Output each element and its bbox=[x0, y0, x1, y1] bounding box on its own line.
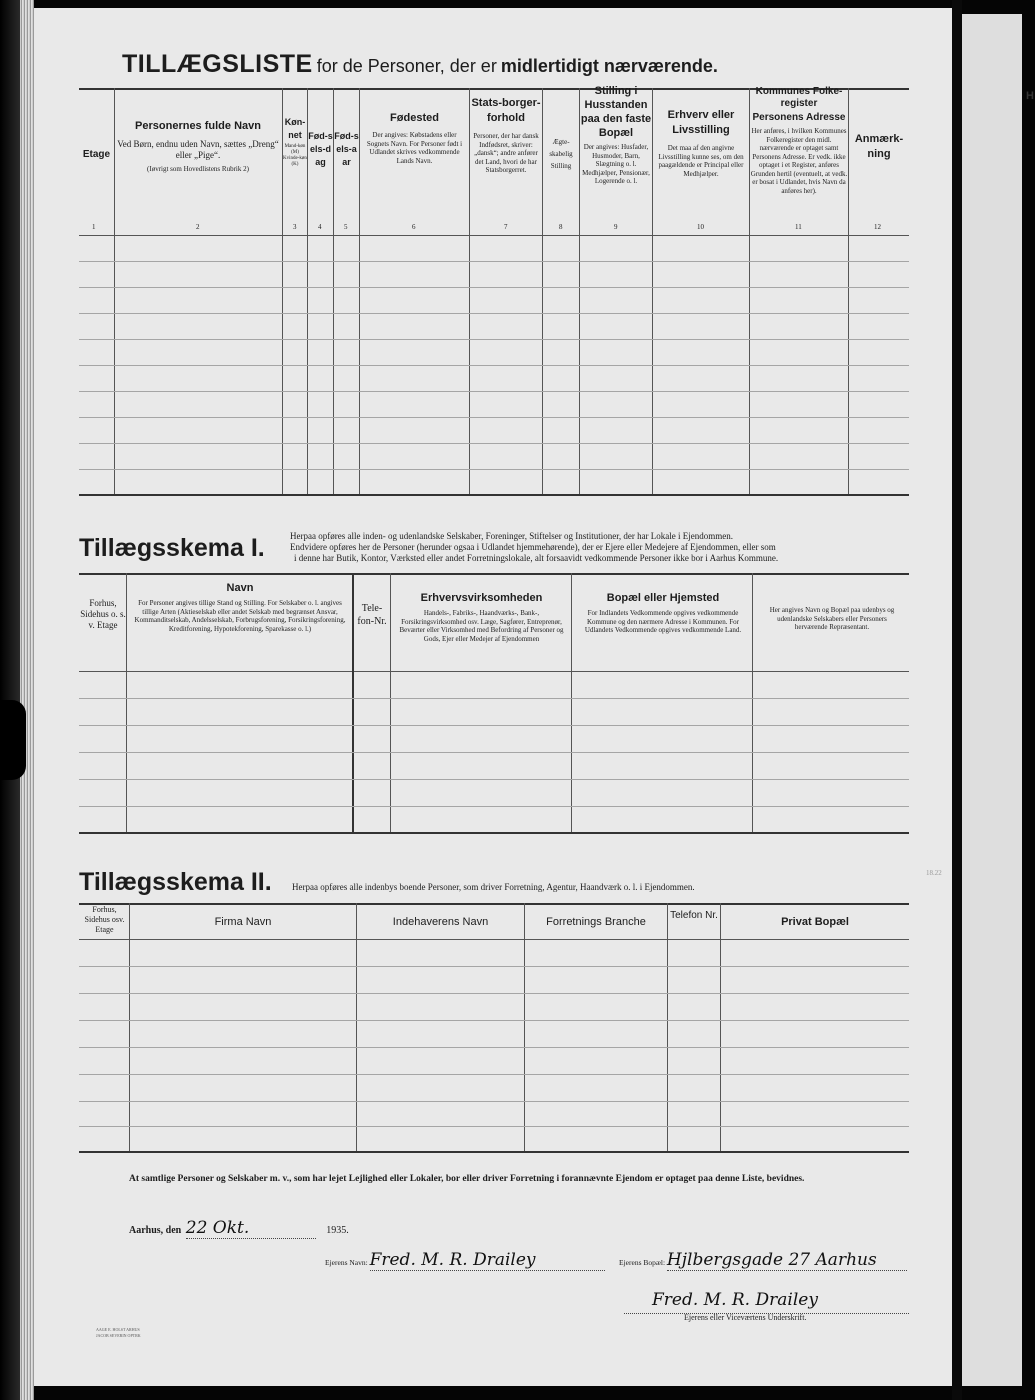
form-page bbox=[34, 8, 952, 1386]
skema1-col-repr bbox=[760, 606, 904, 632]
col-statsborger-header bbox=[471, 96, 541, 175]
skema1-top-rule bbox=[79, 573, 909, 575]
printer-line: JACOB SEVERIN OPTRK bbox=[96, 1333, 141, 1338]
col-divider bbox=[469, 88, 470, 494]
table-row bbox=[79, 287, 909, 288]
col-etage-title: Etage bbox=[82, 149, 111, 160]
skema2-col-forhus: Forhus, Sidehus osv. Etage bbox=[84, 905, 125, 934]
liste-title-bold: midlertidigt nærværende. bbox=[500, 56, 718, 76]
col-divider bbox=[667, 903, 668, 1151]
date-year: 1935. bbox=[326, 1225, 349, 1236]
skema1-desc-line: Herpaa opføres alle inden- og udenlandske Selskaber, Foreninger, Stiftelser og Institutioner, der har Lokale i Ejendommen. bbox=[290, 531, 734, 541]
printer-mark bbox=[96, 1327, 141, 1339]
col-navn-title: Personernes fulde Navn bbox=[135, 120, 261, 132]
col-foedested-sub: Der angives: Købstadens eller Sognets Navn. For Personer født i Udlandet skrives vedkommende Lands Navn. bbox=[366, 131, 463, 165]
col-foedested-title: Fødested bbox=[390, 112, 439, 124]
table-row bbox=[79, 443, 909, 444]
col-stilling-title: Stilling i Husstanden paa den faste Bopæl bbox=[580, 85, 652, 139]
col-divider bbox=[126, 573, 127, 832]
col-anmaerkning-title: Anmærk-ning bbox=[854, 133, 904, 160]
owner-address-handwritten: Hjlbergsgade 27 Aarhus bbox=[667, 1250, 907, 1271]
skema1-title: Tillægsskema I. bbox=[79, 534, 265, 562]
col-number: 7 bbox=[504, 223, 508, 231]
col-anmaerkning-header bbox=[850, 132, 908, 162]
col-koen-sub: Mand-køn (M) Kvinde-køn (K) bbox=[283, 144, 307, 167]
date-line bbox=[129, 1218, 349, 1239]
col-adresse-header bbox=[750, 86, 848, 195]
next-page-mark: H bbox=[1026, 90, 1034, 102]
skema1-col-telefon: Tele-fon-Nr. bbox=[357, 603, 387, 627]
col-foedselsaar-title: Fød-sels-aar bbox=[334, 131, 359, 167]
skema1-col-navn-sub: For Personer angives tillige Stand og Stilling. For Selskaber o. l. angives tillige Arten (Aktieselskab eller andet Selskab med begrænset Ansvar, Kommanditselskab, Andelsselskab, Forbrugsforening, Forsikringsforening, Kreditforening, Hypotekforening, Sparekasse o. l.) bbox=[134, 599, 346, 633]
table-row bbox=[79, 779, 909, 780]
skema1-description bbox=[290, 531, 915, 564]
skema2-col-branche: Forretnings Branche bbox=[546, 916, 646, 928]
col-navn-sub: Ved Børn, endnu uden Navn, sættes „Dreng“ eller „Pige“. bbox=[117, 139, 279, 160]
col-number: 12 bbox=[874, 223, 881, 231]
col-divider bbox=[571, 573, 572, 832]
table-row bbox=[79, 966, 909, 967]
col-adresse-title: Personens Adresse bbox=[752, 112, 846, 123]
table-row bbox=[79, 1126, 909, 1127]
skema2-description: Herpaa opføres alle indenbys boende Personer, som driver Forretning, Agentur, Haandværk o. l. i Ejendommen. bbox=[292, 882, 695, 892]
skema1-col-erhverv-sub: Handels-, Fabriks-, Haandværks-, Bank-, Forsikringsvirksomhed osv. Læge, Sagfører, Entreprenør, Beværter eller Virksomhed med Befordring af Personer og Gods, Ejer eller Medejer af Ejendommen bbox=[399, 609, 564, 643]
liste-title-main: TILLÆGSLISTE bbox=[122, 50, 313, 78]
col-koen-title: Køn-net bbox=[284, 117, 306, 140]
declaration-text: At samtlige Personer og Selskaber m. v., som har lejet Lejlighed eller Lokaler, bor eller driver Forretning i forannævnte Ejendom er optaget paa denne Liste, bevidnes. bbox=[129, 1174, 805, 1184]
col-adresse-sub: Her anføres, i hvilken Kommunes Folkeregister den midl. nærværende er optaget samt Personens Adresse. Er vedk. ikke optaget i et Register, anføres Grunden hertil (eventuelt, at vedk. er bosat i Udlandet, hvis Navn da anføres her). bbox=[750, 127, 848, 195]
table-row bbox=[79, 993, 909, 994]
table-row bbox=[79, 391, 909, 392]
col-erhverv-header bbox=[654, 108, 748, 178]
col-divider bbox=[652, 88, 653, 494]
col-erhverv-sub: Det maa af den angivne Livsstilling kunne ses, om den paagældende er Principal eller Medhjælper. bbox=[658, 144, 744, 178]
table-row bbox=[79, 1074, 909, 1075]
skema1-col-repr-text: Her angives Navn og Bopæl paa udenbys og udenlandske Selskabers eller Personers herværende Repræsentant. bbox=[769, 606, 895, 631]
next-page-edge bbox=[962, 14, 1022, 1386]
col-aegteskab-title: Ægte-skabelig Stilling bbox=[549, 138, 573, 170]
col-number: 8 bbox=[559, 223, 563, 231]
table-row bbox=[79, 806, 909, 807]
col-foedselsdag-header bbox=[308, 130, 333, 169]
owner-name-handwritten: Fred. M. R. Drailey bbox=[370, 1250, 605, 1271]
skema1-header-rule bbox=[79, 671, 909, 672]
signature-label: Ejerens eller Viceværtens Underskrift. bbox=[684, 1313, 807, 1322]
col-etage-header bbox=[79, 148, 114, 161]
date-place-label: Aarhus, den bbox=[129, 1225, 182, 1236]
col-divider bbox=[720, 903, 721, 1151]
liste-title-rest: for de Personer, der er bbox=[316, 56, 497, 76]
skema1-col-bopael-title: Bopæl eller Hjemsted bbox=[606, 592, 720, 604]
skema1-col-bopael-sub: For Indlandets Vedkommende opgives vedkommende Kommune og den nærmere Adresse i Kommunen. For Udlandets Vedkommende opgives vedkommende Land. bbox=[584, 609, 742, 634]
col-divider bbox=[390, 573, 391, 832]
owner-signature: Fred. M. R. Drailey bbox=[652, 1290, 818, 1310]
skema1-col-forhus: Forhus, Sidehus o. s. v. Etage bbox=[80, 598, 126, 630]
liste-title bbox=[122, 50, 718, 79]
col-foedested-header bbox=[362, 112, 467, 165]
col-statsborger-title: Stats-borger-forhold bbox=[471, 97, 541, 124]
col-foedselsdag-title: Fød-sels-dag bbox=[308, 131, 333, 167]
skema2-col-indehaver: Indehaverens Navn bbox=[392, 916, 489, 928]
skema2-col-telefon: Telefon Nr. bbox=[670, 910, 718, 921]
skema1-bottom-rule bbox=[79, 832, 909, 834]
table-row bbox=[79, 1101, 909, 1102]
col-foedselsaar-header bbox=[334, 130, 359, 169]
skema1-col-bopael bbox=[576, 592, 750, 635]
col-number: 6 bbox=[412, 223, 416, 231]
table-row bbox=[79, 1047, 909, 1048]
col-number: 1 bbox=[92, 223, 96, 231]
col-stilling-sub: Der angives: Husfader, Husmoder, Barn, Slægtning o. l. Medhjælper, Pensionær, Logerende o. l. bbox=[582, 143, 650, 185]
liste-bottom-rule bbox=[79, 494, 909, 496]
table-row bbox=[79, 365, 909, 366]
binding-clip bbox=[0, 700, 26, 780]
owner-address-label: Ejerens Bopæl: bbox=[619, 1258, 666, 1267]
col-divider bbox=[356, 903, 357, 1151]
table-row bbox=[79, 417, 909, 418]
col-erhverv-title: Erhverv eller Livsstilling bbox=[667, 109, 735, 136]
table-row bbox=[79, 1020, 909, 1021]
owner-address-line bbox=[619, 1250, 907, 1271]
col-stilling-header bbox=[580, 84, 652, 186]
col-adresse-register: Kommunes Folke-register bbox=[755, 86, 843, 109]
owner-name-label: Ejerens Navn: bbox=[325, 1258, 368, 1267]
skema1-col-erhverv bbox=[394, 592, 569, 643]
page-edges bbox=[20, 0, 34, 1400]
col-navn-sub2: (Iøvrigt som Hovedlistens Rubrik 2) bbox=[147, 165, 249, 173]
col-aegteskab-header bbox=[543, 136, 579, 172]
col-divider bbox=[848, 88, 849, 494]
page-gutter bbox=[952, 0, 962, 1400]
col-number: 4 bbox=[318, 223, 322, 231]
skema1-col-navn bbox=[130, 582, 350, 633]
col-number: 3 bbox=[293, 223, 297, 231]
table-row bbox=[79, 725, 909, 726]
skema1-col-erhverv-title: Erhvervsvirksomheden bbox=[420, 592, 543, 604]
skema2-bottom-rule bbox=[79, 1151, 909, 1153]
col-divider bbox=[359, 88, 360, 494]
owner-name-line bbox=[325, 1250, 605, 1271]
skema2-col-firma: Firma Navn bbox=[214, 916, 272, 928]
col-statsborger-sub: Personer, der har dansk Indfødsret, skriver: „dansk“; andre anfører det Land, hvori de har Statsborgerret. bbox=[473, 132, 539, 174]
margin-mark: 18.22 bbox=[926, 869, 942, 877]
printer-line: AAGE E. HOLST ARHUS bbox=[96, 1327, 140, 1332]
col-divider bbox=[524, 903, 525, 1151]
col-number: 9 bbox=[614, 223, 618, 231]
table-row bbox=[79, 698, 909, 699]
liste-header-rule bbox=[79, 235, 909, 236]
col-divider bbox=[114, 88, 115, 494]
date-handwritten: 22 Okt. bbox=[186, 1218, 316, 1239]
col-koen-header bbox=[283, 116, 307, 168]
skema1-desc-line: Endvidere opføres her de Personer (herunder ogsaa i Udlandet hjemmehørende), der er Ejere eller Medejere af Ejendommen, eller som bbox=[290, 542, 776, 552]
skema2-title: Tillægsskema II. bbox=[79, 868, 272, 896]
col-number: 11 bbox=[795, 223, 802, 231]
table-row bbox=[79, 261, 909, 262]
col-number: 5 bbox=[344, 223, 348, 231]
skema1-col-navn-title: Navn bbox=[226, 582, 254, 594]
col-number: 2 bbox=[196, 223, 200, 231]
table-row bbox=[79, 313, 909, 314]
table-row bbox=[79, 469, 909, 470]
skema2-header-rule bbox=[79, 939, 909, 940]
skema1-desc-line: i denne har Butik, Kontor, Værksted eller andet Forretningslokale, alt forsaavidt vedkommende Personer ikke bor i Aarhus Kommune. bbox=[294, 553, 779, 563]
col-number: 10 bbox=[697, 223, 704, 231]
table-row bbox=[79, 339, 909, 340]
col-navn-header bbox=[117, 120, 279, 174]
col-divider bbox=[752, 573, 753, 832]
col-divider bbox=[129, 903, 130, 1151]
skema2-col-bopael: Privat Bopæl bbox=[781, 916, 849, 928]
table-row bbox=[79, 752, 909, 753]
skema2-top-rule bbox=[79, 903, 909, 905]
